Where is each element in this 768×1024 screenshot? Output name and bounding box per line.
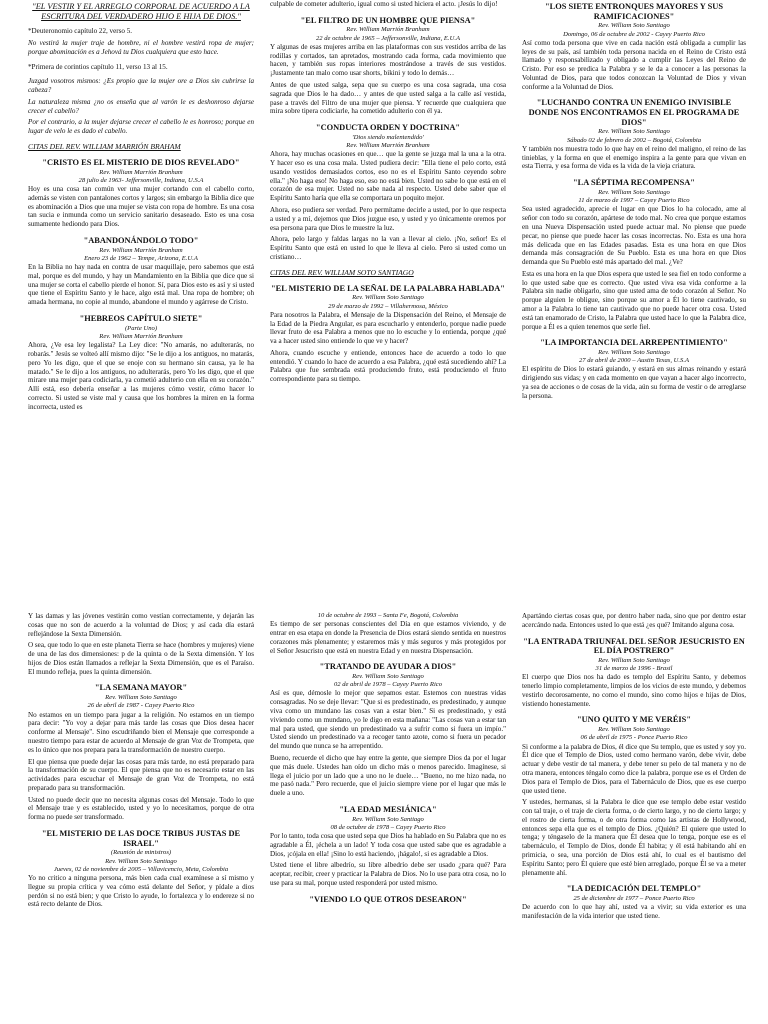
top-column-3 [514,0,768,566]
sermon-author: Rev. William Soto Santiago [598,128,670,136]
sermon-text: En la Biblia no hay nada en contra de usar maquillaje, pero sabemos que está mal, porque es del mundo, y hay un Mandamiento en la Biblia que dice que si una mujer se corta el cabello pierde el honor. Sí, para Dios esto es así y si usted que tiene el Espíritu Santo y le hace, algo está mal. Una ropa de hombre; oh amada hermana, no copie al mundo, abandone el mundo y agárrese de Cristo. [28,263,254,307]
sermon-title: "LA EDAD MESIÁNICA" [339,804,437,814]
sermon-author: Rev. William Soto Santiago [352,294,424,302]
sermon-author: Rev. William Marrión Branham [346,142,430,150]
sermon-date: Enero 23 de 1962 – Tempe, Arizona, E.U.A [84,254,198,262]
scripture-text: Juzgad vosotros mismos: ¿Es propio que la mujer ore a Dios sin cubrirse la cabeza? [28,77,254,95]
sermon-date: Jueves, 02 de noviembre de 2005 – Villavicencio, Meta, Colombia [53,865,229,873]
sermon-title: "EL MISTERIO DE LA SEÑAL DE LA PALABRA HABLADA" [271,283,505,293]
sermon-text: Por lo tanto, toda cosa que usted sepa que Dios ha hablado en Su Palabra que no es agradable a Él, ¡échela a un lado! Y toda cosa que usted sabe que es agradable a Dios, ¡cójala en ella! ¡Sino lo está haciendo, ¡hágalo!, si es agradable a Dios. [270,831,506,858]
scripture-reference: *Deuteronomio capítulo 22, verso 5. [28,27,133,36]
sermon-author: Rev. William Soto Santiago [598,348,670,356]
scripture-reference: *Primera de corintios capítulo 11, verso 13 al 15. [28,62,168,71]
sermon-text: Ahora, hay muchas ocasiones en que… que la gente se juzga mal la una a la otra. Y hacer eso es una cosa mala. Usted pudiera decir: "Ella tiene el pelo corto, está usando vestidos demasiados cortos, eso no es el Espíritu Santo ceyendo sobre ella." ¡No haga eso! No haga eso, eso no está bien. Usted no sabe lo que está en el corazón de esa mujer. Usted no sabe nada al respecto. Usted debe saber que el Espíritu Santo haría que ella se comportara un poquito mejor. [270,150,506,203]
sermon-text: Antes de que usted salga, sepa que su cuerpo es una cosa sagrada, una cosa sagrada que Dios le ha dado… y antes de que usted salga a la calle así vestida, pase a través del Filtro de una mujer que piensa. Y recuerde que cualquiera que mira sobre tipera codiciarle, ha cometido adulterio con él ya. [270,81,506,116]
sermon-text: El espíritu de Dios lo estará guiando, y estará en sus almas reinando y estará dirigiendo sus vidas; y en cada momento en que vayan a hacer algo incorrecto, ya sea de acciones o de cosas de la vida, aún su forma de vestir o de arreglarse la persona. [522,365,746,400]
sermon-text: Usted tiene el libre albedrío, su libre albedrío debe ser usado ¿para qué? Para aceptar, recibir, creer y practicar la Palabra de Dios. No lo use para otra cosa, no lo use para su mal, porque usted responderá por usted mismo. [270,861,506,887]
sermon-subtitle: 'Dios siendo malentendido' [352,133,424,141]
section-heading: CITAS DEL REV. WILLIAM SOTO SANTIAGO [270,267,414,277]
sermon-text: El cuerpo que Dios nos ha dado es templo del Espíritu Santo, y debemos tenerlo limpio completamente, limpios de los vicios de este mundo, y debemos vestirlo decorosamente, no como el mundo, sino como hijos e hijas de Dios, vistiendo honestamente. [522,673,747,708]
sermon-date: 29 de marzo de 1992 – Villahermosa, México [328,302,448,310]
continued-text: Y las damas y las jóvenes vestirán como vestían correctamente, y dejarán las cosas que no son de acuerdo a la voluntad de Dios; y así cada día estará reflejándose la Sexta Dimensión. [28,612,254,638]
top-column-2 [262,0,514,566]
sermon-date: 22 de octubre de 1965 – Jeffersonville, Indiana, E.U.A [315,34,461,42]
continued-text: O sea, que todo lo que en este planeta Tierra se hace (hombres y mujeres) viene de una de las dos dimensiones: p de la quinta o de la Sexta dimensión. Y los hijos de Dios están llamados a reflejar la Sexta Dimensión, que es el Paraíso. El mundo refleja, pues la quinta dimensión. [28,641,254,676]
section-heading: CITAS DEL REV. WILLIAM MARRIÓN BRAHAM [28,141,181,151]
sermon-author: Rev. William Soto Santiago [352,673,424,681]
sermon-title: "CRISTO ES EL MISTERIO DE DIOS REVELADO" [42,157,240,167]
sermon-title: "CONDUCTA ORDEN Y DOCTRINA" [315,123,461,133]
sermon-text: Si conforme a la palabra de Dios, él dice que Su templo, que es usted y soy yo. Él dice que el Templo de Dios, usted como hermano varón, debe vivir, debe actuar y debe vestir de tal manera, y debe tener su pelo de tal manera y no de otra manera, entonces téngalo como dice la palabra, porque ese es el Orden de Dios para el Templo de Dios, para el Tabernáculo de Dios, que es ese cuerpo que usted tiene. [522,742,746,795]
top-column-1 [0,0,262,566]
sermon-text: Y algunas de esas mujeres arriba en las plataformas con sus vestidos arriba de las rodillas y cortados, tan apretados, mostrando cada forma, cada movimiento que hacen, y también sus ropas interiores mostrándose a través de sus vestidos. ¡Justamente tan malo como usar shorts, bikini y todo lo demás… [270,42,506,78]
sermon-author: Rev. William Soto Santiago [598,656,670,664]
sermon-text: Hoy es una cosa tan común ver una mujer cortando con el cabello corto, además se visten con pantalones cortos y largos; sin embargo la Biblia dice que es abominación a Dios que una mujer se vista con ropa de hombre. Es una cosa tan sucia e inmunda como un servicio sanitario desaseado. Esto es una cosa sumamente hediondo para Dios. [28,185,254,229]
bottom-column-1 [0,612,262,1024]
sermon-text: Ahora, eso pudiera ser verdad. Pero permítame decirle a usted, por lo que respecta a usted y a mí, dejemos que Dios juzgue eso, y usted y yo únicamente oremos por esa persona para que Dios le muestre la luz. [270,205,506,232]
scripture-text: La naturaleza misma ¿no os enseña que al varón le es deshonroso dejarse crecer el cabello? [28,97,254,115]
sermon-author: Rev. William Marrión Branham [99,246,183,254]
sermon-text: Sea usted agradecido, aprecie el lugar en que Dios lo ha colocado, ame al señor con todo su corazón, apártese de todo mal. No crea que porque estamos en una Nueva Dispensación usted puede actuar mal. No piense que puede pecar, no piense que puede hacer las cosas incorrectas. No. Esta es una hora más delicada que en las Edades pasadas. Esta es una hora en que Dios demanda más consagración de Su Pueblo. Esta es una hora en que Dios demanda que Su Pueblo esté más apartado del mal. ¿Ve? [522,205,746,267]
sermon-date: 26 de abril de 1987 - Cayey Puerto Rico [87,702,195,710]
bottom-column-2 [262,612,514,1024]
sermon-title: "TRATANDO DE AYUDAR A DIOS" [319,662,457,672]
sermon-author: Rev. William Marrión Branham [99,332,183,340]
sermon-title: "LA ENTRADA TRIUNFAL DEL SEÑOR JESUCRISTO EN EL DÍA POSTRERO" [523,636,745,656]
sermon-author: Rev. William Soto Santiago [105,694,177,702]
continued-text: Es tiempo de ser personas conscientes del Día en que estamos viviendo, y de entrar en esa etapa en donde la Presencia de Dios estará siendo sentida en nuestros corazones más plenamente; y estaremos más y más seguros y más protegidos por el Señor Jesucristo que está en nuestra Edad y en nuestra Dispensación. [270,620,506,655]
sermon-title: "LA DEDICACIÓN DEL TEMPLO" [566,884,702,894]
sermon-date: 06 de abril de 1975 - Ponce Puerto Rico [580,734,688,742]
sermon-text: Así es que, démosle lo mejor que sepamos estar. Estemos con nuestras vidas consagradas. No se deje llevar: "Que si es predestinado, es predestinado, y aunque viva como un mundano las cosas van a estar bien." Si es predestinado, y está viviendo como un mundano, yo le digo en esta mañana: "Las cosas van a estar tan mal para usted, que siendo un predestinado va a sufrir como si fuera un impío." Usted siendo un predestinado va a recoger tanto azote, como si fuera un pecador del mundo que nunca se ha arrepentido. [270,689,506,751]
continued-text: culpable de cometer adulterio, igual como si usted hiciera el acto. ¡Jesús lo dijo! [270,0,498,8]
continued-text: Apartándo ciertas cosas que, por dentro haber nada, sino que por dentro estar acercándo nada. Entonces usted lo que está ¿es qué? Imitando alguna cosa. [522,612,746,629]
sermon-text: Y también nos muestra todo lo que hay en el reino del maligno, el reino de las tinieblas, y la forma en que el enemigo inspira a la gente para que vivan en esta Tierra, y esa forma de vida es la vida de la vieja criatura. [522,144,746,171]
sermon-text: Ahora, pelo largo y faldas largas no la van a llevar al cielo. ¡No, señor! Es el Espíritu Santo que está en usted lo que le lleva al cielo. Pero si usted como un cristiano… [270,235,506,261]
sermon-text: No estamos en un tiempo para jugar a la religión. No estamos en un tiempo para decir: "Yo voy a dejar para más tarde las cosas que Dios desea hacer conforme al Mensaje". Sino escudriñando bien el Mensaje que corresponde a nuestro tiempo para estar de acuerdo al Mensaje de gran Voz de Trompeta, que es lo único que nos prepara para la transformación de nuestro cuerpo. [28,710,254,754]
sermon-title: "VIENDO LO QUE OTROS DESEARON" [309,894,467,904]
sermon-text: Esta es una hora en la que Dios espera que usted le sea fiel en todo conforme a lo que usted sabe que es correcto. Que usted viva esa vida conforme a la Palabra sin nadie obligarlo, sino que usted ama de todo corazón al Señor. No porque alguien le obligue, sino porque su amor a Él lo tiene cautivado, su amor a la Palabra lo tiene tan cautivado que no puede hacer otra cosa. Usted está tan enamorado de Cristo, la Palabra que usted hace lo que la Palabra dice, porque a Él es a quien tenemos que serle fiel. [522,269,746,331]
sermon-title: "EL FILTRO DE UN HOMBRE QUE PIENSA" [300,15,476,25]
sermon-date: 11 de marzo de 1997 – Cayey Puerto Rico [578,197,690,205]
sermon-title: "LOS SIETE ENTRONQUES MAYORES Y SUS RAMIFICACIONES" [544,2,723,21]
sermon-author: Rev. William Marrión Branham [99,168,183,176]
sermon-author: Rev. William Soto Santiago [105,857,177,865]
sermon-subtitle: (Reunión de ministros) [110,849,172,857]
sermon-date: 27 de abril de 2000 – Austin Texas, U.S.A [578,357,690,365]
sermon-author: Rev. William Soto Santiago [352,815,424,823]
sermon-title: "LA SEMANA MAYOR" [94,683,188,693]
sermon-title: "EL MISTERIO DE LAS DOCE TRIBUS JUSTAS DE ISRAEL" [41,828,241,848]
sermon-author: Rev. William Soto Santiago [598,726,670,734]
sermon-title: "LA SÉPTIMA RECOMPENSA" [573,178,695,188]
sermon-part: (Parte Uno) [124,324,158,332]
sermon-title: "LA IMPORTANCIA DEL ARREPENTIMIENTO" [540,338,728,348]
sermon-date: 10 de octubre de 1993 – Santa Fe, Bogotá, Colombia [317,612,459,619]
bottom-column-3 [514,612,768,1024]
sermon-author: Rev. William Soto Santiago [598,22,670,30]
sermon-date: Sábado 02 de febrero de 2002 – Bogotá, Colombia [566,136,702,144]
sermon-title: "HEBREOS CAPÍTULO SIETE" [79,314,203,324]
sermon-title: "LUCHANDO CONTRA UN ENEMIGO INVISIBLE DONDE NOS ENCONTRAMOS EN EL PROGRAMA DE DIOS" [528,98,740,127]
sermon-text: Para nosotros la Palabra, el Mensaje de la Dispensación del Reino, el Mensaje de la Edad de la Piedra Angular, es para escucharlo y entenderlo, porque nadie puede llevar fruto de esa Palabra a menos que no lo escuche y lo entienda, porque ¿qué va a hacer usted sino entiende lo que ve y hacer? [270,310,506,346]
sermon-author: Rev. William Marrión Branham [346,26,430,34]
sermon-text: Yo no critico a ninguna persona, más bien cada cual examínese a sí mismo y llegue su propia crítica y vea cómo está delante del Señor, y pídale a dios perdón si no está bien; y que Cristo lo ayude, lo fortalezca y lo endereze si no está recto delante de Dios. [28,873,254,909]
scripture-text: Por el contrario, a la mujer dejarse crecer el cabello le es honroso; porque en lugar de velo le es dado el cabello. [28,118,254,136]
sermon-title: "ABANDONÁNDOLO TODO" [83,236,199,245]
sermon-text: Bueno, recuerde el dicho que hay entre la gente, que siempre Dios da por el lugar que más duele. Ustedes han oído un dicho más o menos parecido. Imagínese, si llega el juicio por un lado que a uno no le duele… "Bueno, no me hizo nada, no me pasó nada." Pero recuerde, que el juicio siempre viene por el lugar que más le duele a uno. [270,753,506,798]
sermon-text: Ahora, cuando escuche y entiende, entonces hace de acuerdo a todo lo que entendió. Y cuando lo hace de acuerdo a esa Palabra, ¿qué está sucediendo ahí? La Palabra que fue sembrada está produciendo fruto, está produciendo el fruto correspondiente para su tiempo. [270,348,506,384]
sermon-date: 08 de octubre de 1978 – Cayey Puerto Rico [330,823,446,831]
sermon-title: "UNO QUITO Y ME VERÉIS" [576,715,691,725]
sermon-text: Así como toda persona que vive en cada nación está obligada a cumplir las leyes de su país, así también toda persona nacida en el Reino de Cristo está llamado y responsabilizado y obligado a cumplir las Leyes del Reino de Cristo. Por eso se predica la Palabra y se le da a conocer a las personas la Voluntad de Dios, para que todos conozcan la Voluntad de Dios y vivan conforme a la Voluntad de Dios. [522,38,746,91]
sermon-date: Domingo, 06 de octubre de 2002 - Cayey Puerto Rico [563,30,705,38]
sermon-date: 28 julio de 1963- Jeffersonville, Indiana, U.S.A [78,176,204,184]
sermon-date: 02 de abril de 1978 – Cayey Puerto Rico [333,681,443,689]
sermon-date: 31 de marzo de 1996 - Brasil [595,665,673,673]
scripture-text: No vestirá la mujer traje de hombre, ni el hombre vestirá ropa de mujer; porque abominación es a Jehová tu Dios cualquiera que esto hace. [28,38,254,56]
sermon-author: Rev. William Soto Santiago [598,188,670,196]
sermon-text: El que piensa que puede dejar las cosas para más tarde, no está preparado para la transformación de su cuerpo. El que piensa que no es necesario estar en las actividades para escuchar el Mensaje de gran Voz de Trompeta, no está preparado para su transformación. [28,757,254,792]
bottom-page [0,612,768,1024]
sermon-text: Y ustedes, hermanas, si la Palabra le dice que ese templo debe estar vestido con tal traje, o el traje de cierta forma, o de cierto largo, y no de cierto largo; y el rostro de cierta forma, o de otra forma como las artistas de Hollywood, entonces sepa ella que es el templo de Dios. ¿Quién? El quiere que usted lo tenga; y téngaselo de la manera que Él desea que lo tenga, porque ese es el tabernáculo, el Templo de Dios, donde Él habita; y él está habitando ahí en primicia, o sea, una porción de Dios está ahí, lo cual es el bautismo del Espíritu Santo; pero Él quiere que esté bien arreglado, porque Él se va a meter plenamente ahí. [522,798,746,877]
sermon-text: Ahora, ¿Ve esa ley legalista? La Ley dice: "No amarás, no adulterarás, no robarás." Jesús se volteó allí mismo dijo: "Se le dijo a los antiguos, no matarás, pero Yo les digo, que el que se enoje con su hermano sin causa, ya le ha matado." Se le dijo a los antiguos, no adulterarás, pero Yo les digo, que el que mirare una mujer para codiciarla, ya cometió adulterio con ella en su corazón." Allí está, eso debería enseñar a las mujeres cómo vestir, cómo hacer lo correcto. Si usted se viste mal y causa que los hombres la miren en la forma incorrecta, usted es [28,341,254,411]
sermon-text: Usted no puede decir que no necesita algunas cosas del Mensaje. Todo lo que el Mensaje trae y es establecido, usted y yo lo necesitamos, porque de otra forma no puede ser transformado. [28,795,254,822]
document-title: "EL VESTIR Y EL ARREGLO CORPORAL DE ACUERDO A LA ESCRITURA DEL VERDADERO HIJO E HIJA DE DIOS." [32,2,250,22]
sermon-date: 25 de diciembre de 1977 – Ponce Puerto Rico [573,894,695,902]
sermon-text: De acuerdo con lo que hay ahí, usted va a vivir; su vida exterior es una manifestación de la vida interior que usted tiene. [522,903,746,920]
